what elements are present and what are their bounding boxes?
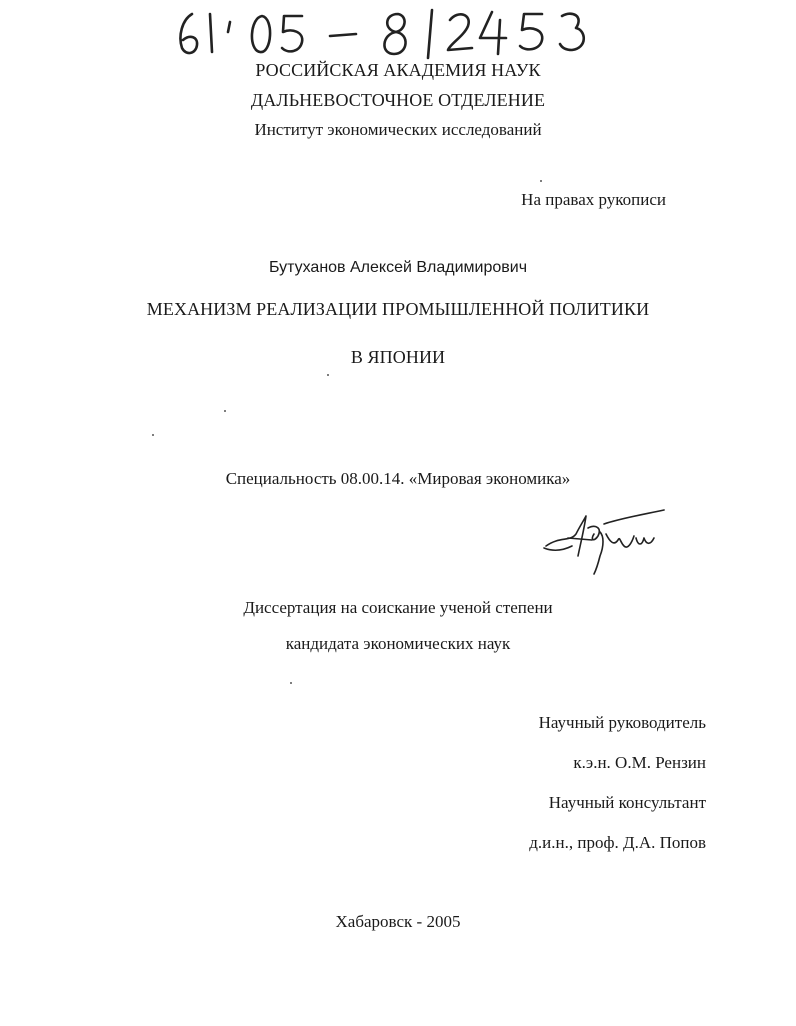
- dissertation-line-1: Диссертация на соискание ученой степени: [243, 598, 553, 617]
- specialty: Специальность 08.00.14. «Мировая экономика»: [225, 469, 571, 488]
- supervisor-name: к.э.н. О.М. Рензин: [573, 753, 706, 772]
- academy-name: РОССИЙСКАЯ АКАДЕМИЯ НАУК: [255, 60, 541, 80]
- institute-name: Институт экономических исследований: [254, 120, 542, 139]
- dissertation-title-line-2: В ЯПОНИИ: [350, 347, 446, 367]
- scan-speck: [327, 374, 329, 376]
- handwritten-catalog-number: [170, 2, 600, 62]
- dissertation-line-2: кандидата экономических наук: [285, 634, 511, 653]
- scan-speck: [224, 410, 226, 412]
- manuscript-note: На правах рукописи: [521, 190, 666, 209]
- scan-speck: [290, 682, 292, 684]
- dissertation-title-line-1: МЕХАНИЗМ РЕАЛИЗАЦИИ ПРОМЫШЛЕННОЙ ПОЛИТИКИ: [146, 299, 650, 319]
- consultant-label: Научный консультант: [548, 793, 706, 812]
- consultant-name: д.и.н., проф. Д.А. Попов: [529, 833, 706, 852]
- author-name: Бутуханов Алексей Владимирович: [268, 259, 528, 276]
- scan-speck: [540, 180, 542, 182]
- city-year: Хабаровск - 2005: [335, 912, 461, 931]
- signature: [540, 506, 670, 576]
- supervisor-label: Научный руководитель: [538, 713, 706, 732]
- branch-name: ДАЛЬНЕВОСТОЧНОЕ ОТДЕЛЕНИЕ: [250, 90, 546, 110]
- scan-speck: [152, 434, 154, 436]
